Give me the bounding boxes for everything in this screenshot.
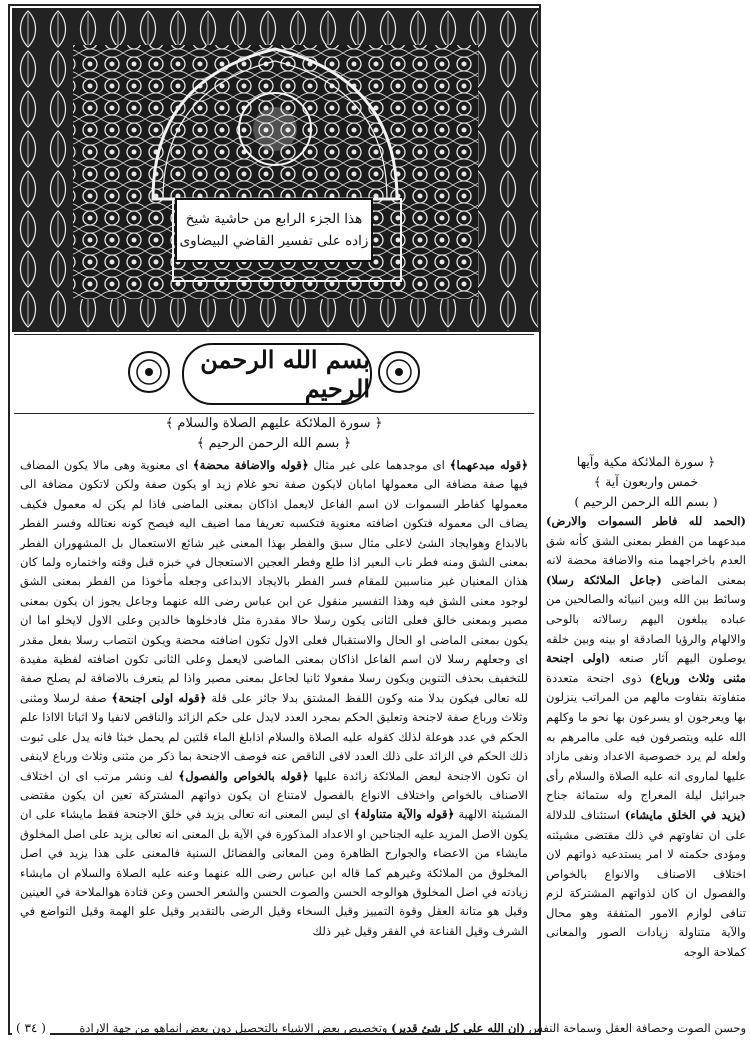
footer-quote: (ان الله على كل شئ قدير): [391, 1021, 526, 1035]
lemma: ﴿قوله والاضافة محضة﴾: [192, 458, 309, 472]
title-line-2: زاده على تفسير القاضي البيضاوى: [179, 233, 369, 249]
footer-rest: وتخصيص بعض الاشياء بالتحصيل دون بعض انماهو من جهة الارادة: [79, 1021, 388, 1035]
rosette-icon: [126, 349, 172, 395]
side-paragraph: استئناف للدلالة على ان تفاوتهم في ذلك مقتضى مشيئته ومؤدى حكمته لا امر يستدعيه ذواتهم لان اختلاف الاصناف والانواع بالخواص والفصول ان كان لذواتهم المشتركة لزم تنافى لوازم الامور المتفقة وهو محال والآية متناولة زيادات الصور والمعانى كملاحة الوجه: [546, 807, 746, 960]
quran-quote: (الحمد لله فاطر السموات والارض): [546, 514, 746, 528]
side-paragraph: ذوى اجنحة متعددة متفاوتة بتفاوت مالهم من المراتب ينزلون بها ويعرجون او يسرعون بها نحو ما وكلهم الله عليه ويتصرفون فيه على ماامرهم به ولعله لم يرد خصوصية الاعداد ونفى مازاد عليها لماروى انه عليه الصلاة والسلام رأى جبرائيل ليلة المعراج وله ستمائة جناح: [546, 670, 746, 803]
side-paragraph: مبدعهما من الفطر بمعنى الشق كأنه شق العدم باخراجهما منه والاضافة محضة لانه بمعنى الماضى: [546, 533, 747, 587]
commentary-paragraph: صفة لرسلا ومثنى وثلاث ورباع صفة لاجنحة وتعليق الحكم بمجرد العدد لايدل على حكم الزائد والناقص لانفيا ولا اثباتا الااذا علم الحكم في عدد هوعلة لذلك كقوله عليه الصلاة والسلام اذابلغ الماء قلتين لم يحمل خبثا فانه يدل على ثبوت ذلك الحكم في الزائد على ذلك العدد لافى الناقص عنه فوصف الاجنحة بما ذكر من مثنى وثلاث ورباع لاينفى ان تكون الاجنحة لبعض الملائكة زائدة عليها: [20, 690, 528, 783]
side-paragraph: وسائط بين الله وبين انبيائه والصالحين من عباده يبلغون اليهم رسالاته بالوحى والالهام والرؤيا الصادقة او بينه وبين خلقه يوصلون اليهم آثار صنعه: [546, 592, 746, 666]
quran-quote: (يزيد في الخلق مايشاء): [624, 807, 747, 822]
lemma: ﴿قوله والآية متناولة﴾: [353, 807, 455, 822]
page-number: ( ٣٤ ): [12, 1015, 50, 1041]
main-surah-title: سورة الملائكة عليهم الصلاة والسلام: [177, 416, 371, 431]
verse-count: خمس واربعون آية: [605, 474, 699, 489]
commentary-paragraph: اى موجدهما على غير مثال: [313, 458, 445, 472]
side-surah-title: سورة الملائكة مكية وآيها: [576, 454, 704, 469]
main-surah-heading: ﴿ سورة الملائكة عليهم الصلاة والسلام ﴾ ﴿ بسم الله الرحمن الرحيم ﴾: [165, 416, 383, 451]
basmala-calligraphy: بسم الله الرحمن الرحيم: [200, 345, 370, 403]
ornamental-header: [12, 8, 539, 332]
footer-line: [8, 1015, 746, 1041]
book-title-box: [175, 198, 373, 262]
rosette-icon: [376, 349, 422, 395]
side-basmala: بسم الله الرحمن الرحيم: [583, 494, 709, 509]
commentary-paragraph: اى ليس المعنى انه تعالى يزيد في خلق الاجنحة فقط مايشاء على ان يكون الاصل المزيد عليه الجناحين او الاعداد المذكورة في الآية بل المعنى انه تعالى يزيد على اصل المخلوق مايشاء من الاعضاء والجوارح الظاهرة ومن المعانى والفضائل السنية فالمعنى على هذا يزيد في اصل المخلوق من الملائكة وغيرهم كما قاله ابن عباس رضى الله عنهما وعنه عليه الصلاة والسلام ان مايشاء زيادته في اصل المخلوق هوالوجه الحسن والصوت الحسن والشعر الحسن وعن قتادة هوالملاحة في العينين وقيل هو متانة العقل وقوة التمييز وقيل السخاء وقيل الرضى بالتقدير وقيل علو الهمة وقيل التواضع في الشرف وقيل القناعة في الفقر وقيل غير ذلك: [20, 807, 528, 938]
arabesque-pattern: [13, 9, 538, 331]
quran-quote: (اولى اجنحة مثنى وثلاث ورباع): [546, 651, 746, 685]
quran-quote: (جاعل الملائكة رسلا): [546, 572, 662, 587]
footer-text: وحسن الصوت وحصافة العقل وسماحة النفس: [528, 1021, 746, 1035]
main-commentary: [20, 456, 528, 941]
side-surah-heading: ﴿ سورة الملائكة مكية وآيها خمس واربعون آية ﴾ ( بسم الله الرحمن الرحيم ): [574, 454, 718, 509]
commentary-paragraph: لف ونشر مرتب اى ان اختلاف الاصناف بالخواص واختلاف الانواع بالفصول لامتناع ان يكون ذواتهم المشتركة تعين ان يكون مقتضى المشيئة الالهية: [20, 768, 528, 822]
side-column: [546, 452, 746, 963]
lemma: ﴿قوله بالخواص والفصول﴾: [178, 768, 309, 783]
basmala-banner: [14, 334, 534, 414]
title-line-1: هذا الجزء الرابع من حاشية شيخ: [185, 211, 363, 227]
main-basmala: بسم الله الرحمن الرحيم: [208, 436, 340, 451]
lemma: ﴿قوله اولى اجنحة﴾: [111, 690, 207, 705]
commentary-paragraph: اى معنوية وهى مالا يكون المضاف فيها صفة مضافة الى معمولها امابان لايكون صفة نحو غلام زيد او يكون صفة ولكن لاتكون مضافة الى معمولها كفاطر السموات لان اسم الفاعل لايعمل اذاكان بمعنى الماضى فاذا لم يكن له معمول فكيف يضاف الى معموله فتكون اضافته معنوية فتكسبه تعريفا مما اضيف اليه فيصح كونه نعتالله وفسر الفطر بالابداع وهوايجاد الشئ لاعلى مثال سبق والفطر بهذا المعنى غير شائع الاستعمال بل المشهوران الفطر بمعنى الشق ومنه فطر ناب البعير اذا طلع وفطر العجين الاستعجال في خبزه قبل وقته واختماره ولما كان هذان المعنيان غير مناسبين للمقام فسر الفطر بالايجاد الابداعى وجعله مأخوذا من الفطر بمعنى الشق لوجود معنى الشق فيه وهذا التفسير منقول عن ابن عباس رضى الله عنهما وجاعل يجوز ان يكون بمعنى مصير وبمعنى خالق فعلى الثانى يكون رسلا حالا مقدرة مثل فادخلوها خالدين وعلى الاول لايخلو اما ان يكون بمعنى الماضى او الحال والاستقبال فعلى الاول تكون اضافته محضة ويكون انتصاب رسلا بفعل مقدر اى وجعلهم رسلا لان اسم الفاعل اذاكان بمعنى الماضى لايعمل وعلى الثانى تكون اضافته لفظية مفيدة للتخفيف بحذف التنوين ويكون رسلا مفعولا ثانيا لجاعل بمعنى مصير واذا لم يتعرف بالاضافة لم يصلح صفة لله تعالى فيكون بدلا منه وكون اللفظ المشتق بدلا جائز على قلة: [20, 458, 529, 705]
basmala-cartouche: [182, 343, 372, 405]
lemma: ﴿قوله مبدعهما﴾: [449, 458, 529, 472]
